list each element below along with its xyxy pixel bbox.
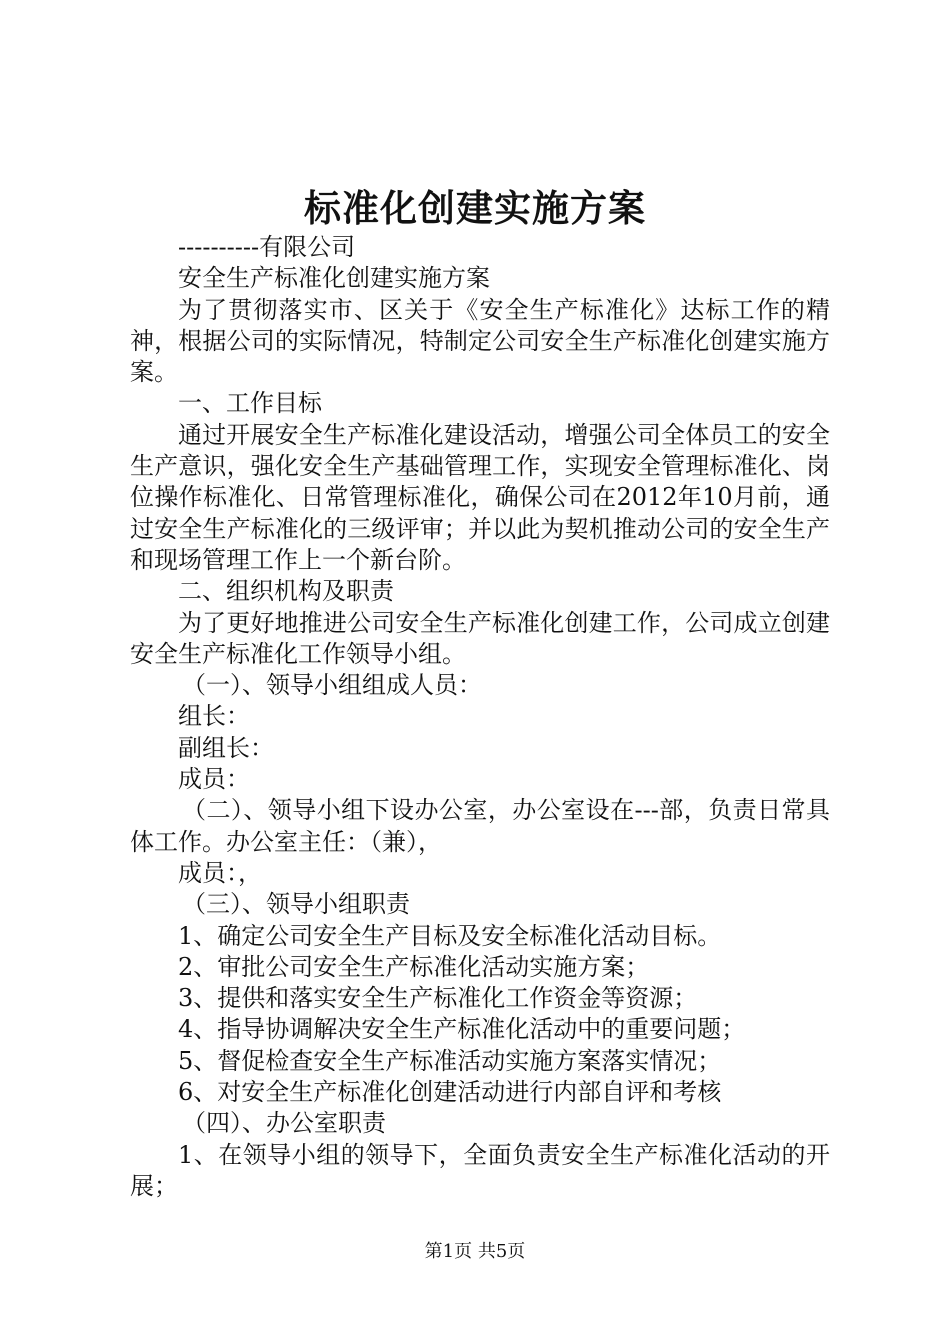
list-item: 5、督促检查安全生产标准活动实施方案落实情况； bbox=[178, 1046, 722, 1075]
subheading-leadership-members: （一）、领导小组组成人员： bbox=[182, 671, 482, 700]
list-item: 1、在领导小组的领导下，全面负责安全生产标准化活动的开展； bbox=[130, 1140, 830, 1200]
paragraph-subtitle: 安全生产标准化创建实施方案 bbox=[178, 264, 490, 293]
list-item: 成员：， bbox=[178, 858, 262, 887]
paragraph-work-goals: 通过开展安全生产标准化建设活动，增强公司全体员工的安全生产意识，强化安全生产基础管理工作，实现安全管理标准化、岗位操作标准化、日常管理标准化，确保公司在2012年10月前，通过安全生产标准化的三级评审；并以此为契机推动公司的安全生产和现场管理工作上一个新台阶。 bbox=[130, 420, 830, 574]
paragraph-office: （二）、领导小组下设办公室，办公室设在---部，负责日常具体工作。办公室主任：（兼）， bbox=[130, 796, 830, 856]
paragraph-company-name: ----------有限公司 bbox=[178, 233, 356, 261]
heading-work-goals: 一、工作目标 bbox=[178, 389, 322, 418]
paragraph-organization: 为了更好地推进公司安全生产标准化创建工作，公司成立创建安全生产标准化工作领导小组。 bbox=[130, 608, 830, 668]
list-item: 3、提供和落实安全生产标准化工作资金等资源； bbox=[178, 984, 698, 1013]
list-item: 成员： bbox=[178, 765, 250, 794]
document-title: 标准化创建实施方案 bbox=[304, 186, 646, 230]
list-item: 2、审批公司安全生产标准化活动实施方案； bbox=[178, 952, 650, 981]
subheading-leadership-duties: （三）、领导小组职责 bbox=[182, 890, 410, 919]
page-footer: 第1页 共5页 bbox=[424, 1241, 526, 1262]
list-item: 副组长： bbox=[178, 733, 274, 762]
list-item: 6、对安全生产标准化创建活动进行内部自评和考核 bbox=[178, 1078, 722, 1107]
list-item: 1、确定公司安全生产目标及安全标准化活动目标。 bbox=[178, 921, 722, 950]
document-body bbox=[130, 232, 830, 1202]
subheading-office-duties: （四）、办公室职责 bbox=[182, 1109, 386, 1138]
list-item: 4、指导协调解决安全生产标准化活动中的重要问题； bbox=[178, 1015, 746, 1044]
paragraph-intro: 为了贯彻落实市、区关于《安全生产标准化》达标工作的精神，根据公司的实际情况，特制定公司安全生产标准化创建实施方案。 bbox=[130, 295, 830, 387]
heading-organization: 二、组织机构及职责 bbox=[178, 577, 394, 606]
list-item: 组长： bbox=[178, 702, 250, 731]
